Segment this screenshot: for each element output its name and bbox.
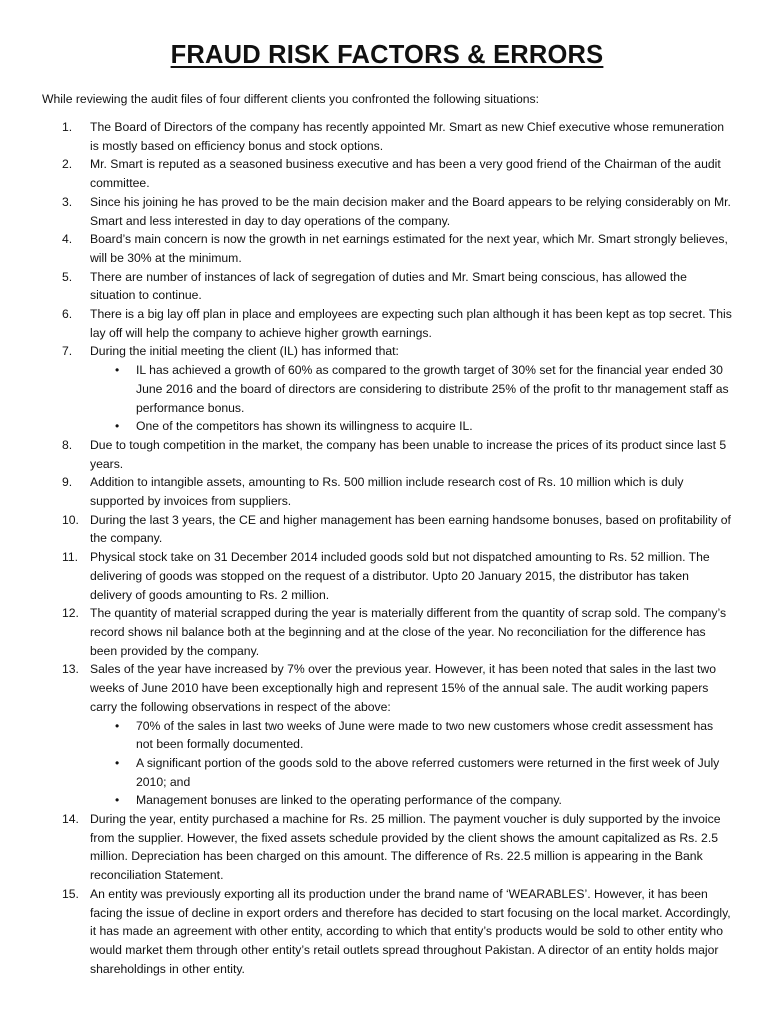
list-item <box>42 342 732 436</box>
list-item-text: There are number of instances of lack of segregation of duties and Mr. Smart being conscious, has allowed the situation to continue. <box>90 269 687 303</box>
list-item-number: 9. <box>62 475 73 490</box>
list-item <box>42 660 732 810</box>
bullet-icon: • <box>115 363 120 378</box>
list-item-number: 8. <box>62 437 73 452</box>
list-item <box>42 268 732 305</box>
list-item-text: During the year, entity purchased a machine for Rs. 25 million. The payment voucher is duly supported by the invoice from the supplier. However, the fixed assets schedule provided by the client shows the amount capitalized as Rs. 2.5 million. Depreciation has been charged on this amount. The difference of Rs. 22.5 million is appearing in the Bank reconciliation Statement. <box>90 812 721 883</box>
list-item-number: 15. <box>62 886 79 901</box>
list-item-number: 12. <box>62 606 79 621</box>
sub-list-item <box>90 361 732 417</box>
list-item-text: The quantity of material scrapped during the year is materially different from the quantity of scrap sold. The company’s record shows nil balance both at the beginning and at the close of the year. No reconciliation for the difference has been provided by the company. <box>90 606 727 658</box>
list-item-number: 3. <box>62 194 73 209</box>
list-item <box>42 436 732 473</box>
list-item-text: Mr. Smart is reputed as a seasoned business executive and has been a very good friend of the Chairman of the audit committee. <box>90 157 721 191</box>
list-item <box>42 511 732 548</box>
list-item-text: During the initial meeting the client (IL) has informed that: <box>90 344 399 359</box>
sub-list-item <box>90 754 732 791</box>
list-item-text: During the last 3 years, the CE and higher management has been earning handsome bonuses, based on profitability of the company. <box>90 512 731 546</box>
sub-list-item <box>90 717 732 754</box>
list-item <box>42 305 732 342</box>
list-item-number: 2. <box>62 157 73 172</box>
list-item <box>42 193 732 230</box>
list-item-text: Sales of the year have increased by 7% over the previous year. However, it has been noted that sales in the last two weeks of June 2010 have been exceptionally high and represent 15% of the annual sale. The audit working papers carry the following observations in respect of the above: <box>90 662 716 714</box>
page-title: FRAUD RISK FACTORS & ERRORS <box>170 41 604 69</box>
intro-text: While reviewing the audit files of four different clients you confronted the following situations: <box>42 92 540 106</box>
list-item-number: 14. <box>62 812 79 827</box>
list-item <box>42 155 732 192</box>
list-item-number: 11. <box>62 550 79 565</box>
bullet-icon: • <box>115 718 120 733</box>
list-item-number: 4. <box>62 232 73 247</box>
sub-list-item <box>90 791 732 810</box>
sub-list <box>90 717 732 811</box>
list-item-number: 1. <box>62 120 73 134</box>
list-item-text: Since his joining he has proved to be the main decision maker and the Board appears to be relying considerably on Mr. Smart and less interested in day to day operations of the company. <box>90 194 731 228</box>
situations-list <box>42 118 732 978</box>
bullet-icon: • <box>115 793 120 808</box>
list-item-number: 5. <box>62 269 73 284</box>
list-item-text: The Board of Directors of the company has recently appointed Mr. Smart as new Chief executive whose remuneration is mostly based on efficiency bonus and stock options. <box>90 120 725 153</box>
list-item-text: Addition to intangible assets, amounting to Rs. 500 million include research cost of Rs. 10 million which is duly supported by invoices from suppliers. <box>90 475 684 509</box>
list-item-number: 6. <box>62 307 73 322</box>
list-item <box>42 810 732 885</box>
sub-list-item-text: A significant portion of the goods sold to the above referred customers were returned in the first week of July 2010; and <box>136 755 720 789</box>
list-item-number: 13. <box>62 662 79 677</box>
list-item-text: Board’s main concern is now the growth in net earnings estimated for the next year, which Mr. Smart strongly believes, will be 30% at the minimum. <box>90 232 728 265</box>
list-item-number: 10. <box>62 512 79 527</box>
sub-list-item-text: IL has achieved a growth of 60% as compared to the growth target of 30% set for the financial year ended 30 June 2016 and the board of directors are considering to distribute 25% of the profit to thr management staff as performance bonus. <box>136 363 729 415</box>
list-item-text: There is a big lay off plan in place and employees are expecting such plan although it has been kept as top secret. This lay off will help the company to achieve higher growth earnings. <box>90 307 732 340</box>
bullet-icon: • <box>115 755 120 770</box>
list-item-text: Due to tough competition in the market, the company has been unable to increase the prices of its product since last 5 years. <box>90 437 727 471</box>
sub-list-item-text: One of the competitors has shown its willingness to acquire IL. <box>136 419 473 434</box>
list-item <box>42 885 732 979</box>
list-item <box>42 548 732 604</box>
list-item <box>42 473 732 510</box>
list-item <box>42 230 732 267</box>
sub-list-item-text: Management bonuses are linked to the operating performance of the company. <box>136 793 562 808</box>
sub-list-item-text: 70% of the sales in last two weeks of June were made to two new customers whose credit assessment has not been formally documented. <box>136 718 714 752</box>
list-item-number: 7. <box>62 344 73 359</box>
list-item <box>42 604 732 660</box>
bullet-icon: • <box>115 419 120 434</box>
sub-list <box>90 361 732 436</box>
list-item-text: An entity was previously exporting all its production under the brand name of ‘WEARABLES’. However, it has been facing the issue of decline in export orders and therefore has decided to start focusing on the local market. Accordingly, it has made an agreement with other entity, according to which that entity’s products would be sold to other entity who would market them through other entity’s retail outlets spread throughout Pakistan. A director of an entity holds major shareholdings in other entity. <box>90 886 731 976</box>
sub-list-item <box>90 417 732 436</box>
list-item <box>42 118 732 155</box>
list-item-text: Physical stock take on 31 December 2014 included goods sold but not dispatched amounting to Rs. 52 million. The delivering of goods was stopped on the request of a distributor. Upto 20 January 2015, the distributor has taken delivery of goods amounting to Rs. 2 million. <box>90 550 710 602</box>
